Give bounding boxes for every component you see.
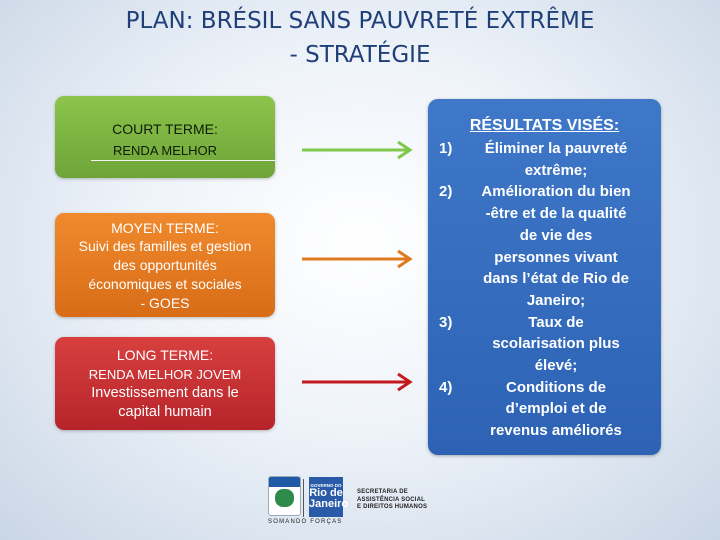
medium-term-line: des opportunités: [113, 257, 217, 273]
coat-of-arms-icon: [268, 476, 301, 516]
long-term-heading: LONG TERME:: [116, 347, 214, 363]
short-term-divider: [91, 160, 275, 161]
item-line: dans l’état de Rio de: [483, 270, 629, 288]
long-term-line: Investissement dans le: [91, 385, 239, 401]
list-item: [428, 377, 661, 442]
medium-term-description: [55, 237, 275, 313]
medium-term-heading: MOYEN TERME:: [111, 220, 219, 236]
item-line: élevé;: [534, 357, 578, 375]
item-number: 4): [439, 378, 453, 396]
item-line: Conditions de: [506, 378, 606, 396]
medium-term-line: Suivi des familles et gestion: [78, 238, 252, 254]
item-line: Éliminer la pauvreté: [484, 140, 628, 157]
medium-term-box: [55, 213, 275, 317]
medium-term-line: économiques et sociales: [88, 276, 242, 292]
results-panel: [428, 99, 661, 455]
green-arrow-icon: [300, 140, 415, 160]
logo-motto: SOMANDO FORÇAS: [268, 519, 343, 525]
badge-small-text: GOVERNO DO: [310, 483, 342, 488]
item-number: 2): [439, 183, 453, 201]
results-list: [428, 138, 661, 442]
government-logo: [265, 473, 455, 528]
item-line: Taux de: [528, 313, 584, 331]
orange-arrow-icon: [300, 249, 415, 269]
long-term-program: RENDA MELHOR JOVEM: [88, 367, 242, 382]
short-term-box: [55, 96, 275, 178]
rio-government-badge: [309, 477, 349, 517]
item-line: Janeiro;: [526, 291, 586, 309]
medium-term-line: - GOES: [140, 295, 190, 311]
long-term-box: [55, 337, 275, 430]
red-arrow-icon: [300, 372, 415, 392]
item-line: extrême;: [524, 161, 588, 179]
item-line: personnes vivant: [494, 248, 618, 266]
badge-line: Janeiro: [309, 498, 349, 510]
item-line: de vie des: [519, 226, 593, 244]
slide-title: [0, 4, 720, 72]
long-term-line: capital humain: [118, 404, 212, 420]
item-line: d’emploi et de: [505, 400, 607, 418]
list-item: [428, 312, 661, 377]
secretariat-name: [357, 489, 427, 512]
long-term-description: [55, 384, 275, 422]
results-title: RÉSULTATS VISÉS:: [469, 117, 620, 134]
list-item: [428, 138, 661, 181]
secretariat-line: SECRETARIA DE: [357, 489, 408, 495]
list-item: [428, 181, 661, 311]
slide-title-line1: PLAN: BRÉSIL SANS PAUVRETÉ EXTRÊME: [125, 8, 595, 34]
item-line: Amélioration du bien: [481, 183, 631, 201]
badge-line: Rio de: [309, 487, 343, 499]
item-number: 1): [439, 140, 453, 157]
logo-divider: [303, 479, 304, 517]
item-line: -être et de la qualité: [485, 205, 627, 223]
short-term-heading: COURT TERME:: [112, 121, 218, 137]
item-line: revenus améliorés: [490, 422, 622, 440]
item-number: 3): [439, 313, 453, 331]
item-line: scolarisation plus: [492, 335, 620, 353]
short-term-program: RENDA MELHOR: [112, 143, 218, 158]
slide-title-line2: - STRATÉGIE: [289, 42, 431, 68]
secretariat-line: E DIREITOS HUMANOS: [357, 504, 428, 510]
secretariat-line: ASSISTÊNCIA SOCIAL: [357, 496, 426, 503]
